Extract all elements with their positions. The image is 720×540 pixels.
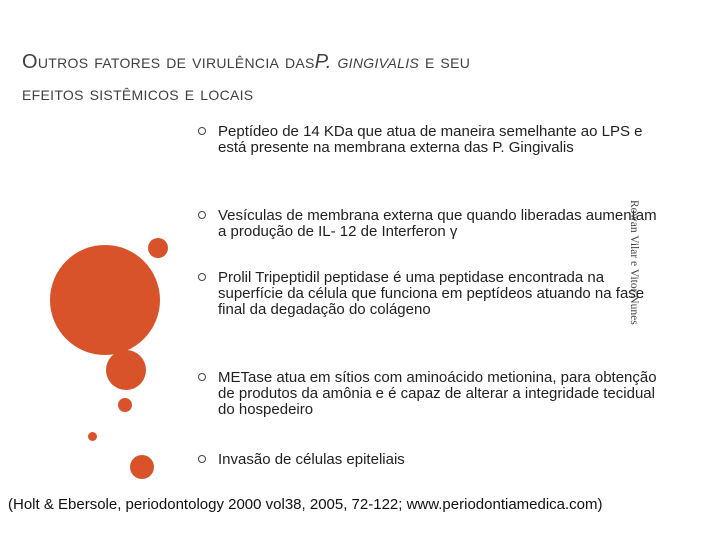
bullet-text: Peptídeo de 14 KDa que atua de maneira semelhante ao LPS e está presente na membrana externa das P. Gingivalis xyxy=(218,123,643,156)
decor-circle-large xyxy=(50,245,160,355)
decor-circle-tiny xyxy=(88,432,97,441)
title-part-a: Outros fatores de virulência das xyxy=(22,51,315,73)
hollow-circle-bullet-icon xyxy=(198,273,206,281)
hollow-circle-bullet-icon xyxy=(198,455,206,463)
hollow-circle-bullet-icon xyxy=(198,373,206,381)
bullet-text: Invasão de células epiteliais xyxy=(218,451,405,468)
bullet-item xyxy=(196,270,666,318)
decor-circle-small-mid xyxy=(118,398,132,412)
title-part-c: e seu xyxy=(424,51,471,73)
bullet-item xyxy=(196,452,405,468)
title-line-2: efeitos sistêmicos e locais xyxy=(22,83,254,105)
slide-title xyxy=(22,44,682,108)
citation: (Holt & Ebersole, periodontology 2000 vol38, 2005, 72-122; www.periodontiamedica.com) xyxy=(8,496,603,513)
hollow-circle-bullet-icon xyxy=(198,211,206,219)
title-part-species: P. gingivalis xyxy=(314,51,420,73)
bullet-item xyxy=(196,208,666,240)
hollow-circle-bullet-icon xyxy=(198,127,206,135)
title-line-1 xyxy=(22,51,470,73)
bullet-item xyxy=(196,124,666,156)
bullet-text: METase atua em sítios com aminoácido metionina, para obtenção de produtos da amônia e é capaz de alterar a integridade tecidual do hospedeiro xyxy=(218,369,657,418)
bullet-text: Prolil Tripeptidil peptidase é uma peptidase encontrada na superfície da célula que funciona em peptídeos atuando na fase final da degadação do colágeno xyxy=(218,269,645,318)
decor-circle-bottom xyxy=(130,455,154,479)
bullet-text: Vesículas de membrana externa que quando liberadas aumentam a produção de IL- 12 de Interferon γ xyxy=(218,207,657,240)
bullet-item xyxy=(196,370,666,418)
decor-circle-medium xyxy=(106,350,146,390)
side-credit: Rowan Vilar e Vitor Nunes xyxy=(628,200,640,325)
decor-circle-small-upper xyxy=(148,238,168,258)
